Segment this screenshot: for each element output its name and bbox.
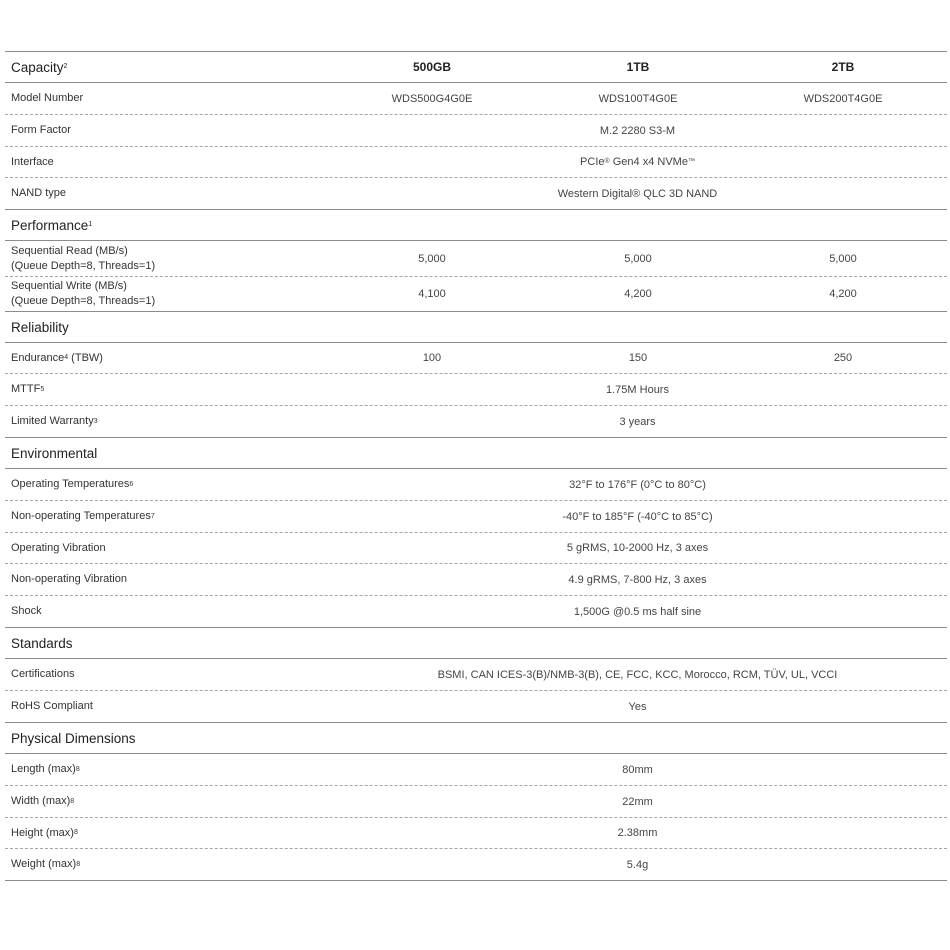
- interface-label: Interface: [11, 155, 54, 168]
- op-temp-label-text: Operating Temperatures: [11, 478, 130, 490]
- nonop-vibration-label: Non-operating Vibration: [11, 573, 127, 585]
- op-vibration-value: 5 gRMS, 10-2000 Hz, 3 axes: [566, 542, 709, 554]
- width-label: Width (max) 8: [11, 795, 75, 807]
- capacity-header-label: Capacity 2: [11, 59, 68, 75]
- weight-value: 5.4g: [626, 858, 649, 871]
- model-number-row: [5, 83, 947, 115]
- mttf-row: [5, 374, 947, 406]
- interface-value-b: Gen4 x4 NVMe: [609, 156, 688, 168]
- rohs-value: Yes: [628, 700, 647, 713]
- nonop-temp-label: Non-operating Temperatures 7: [11, 510, 155, 522]
- seq-read-label-line2: (Queue Depth=8, Threads=1): [11, 259, 156, 272]
- endurance-label-a: Endurance: [11, 351, 65, 364]
- seq-write-label-line1: Sequential Write (MB/s): [11, 280, 127, 292]
- endurance-1tb: 150: [628, 352, 648, 364]
- standards-title: Standards: [11, 635, 73, 651]
- height-row: [5, 818, 947, 849]
- length-label-text: Length (max): [11, 763, 76, 775]
- physical-title: Physical Dimensions: [11, 730, 136, 746]
- weight-label: Weight (max) 8: [11, 858, 81, 870]
- standards-section-header: [5, 628, 947, 659]
- certifications-value: BSMI, CAN ICES-3(B)/NMB-3(B), CE, FCC, KCC, Morocco, RCM, TÜV, UL, VCCI: [437, 668, 838, 681]
- length-label: Length (max) 8: [11, 763, 80, 775]
- capacity-header-row: [5, 51, 947, 83]
- reliability-section-header: [5, 312, 947, 343]
- width-label-text: Width (max): [11, 795, 71, 807]
- model-number-label: Model Number: [11, 92, 84, 104]
- column-2tb: 2TB: [831, 60, 855, 74]
- model-2tb: WDS200T4G0E: [803, 92, 883, 105]
- environmental-section-header: [5, 438, 947, 469]
- op-vibration-row: [5, 533, 947, 564]
- warranty-label: Limited Warranty 3: [11, 415, 98, 427]
- interface-value-a: PCIe: [580, 156, 605, 168]
- op-temp-row: [5, 469, 947, 501]
- nand-type-row: [5, 178, 947, 210]
- length-value: 80mm: [622, 763, 653, 776]
- certifications-label: Certifications: [11, 668, 75, 680]
- warranty-value: 3 years: [619, 415, 656, 428]
- rohs-row: [5, 691, 947, 723]
- performance-title: Performance 1: [11, 217, 93, 233]
- capacity-label-text: Capacity: [11, 59, 64, 75]
- mttf-label-text: MTTF: [11, 383, 41, 395]
- endurance-label: Endurance 4 (TBW): [11, 351, 103, 364]
- height-label-text: Height (max): [11, 826, 74, 839]
- certifications-row: [5, 659, 947, 691]
- performance-section-header: [5, 210, 947, 241]
- seq-write-label-line2: (Queue Depth=8, Threads=1): [11, 295, 156, 307]
- shock-row: [5, 596, 947, 628]
- weight-row: [5, 849, 947, 881]
- form-factor-row: [5, 115, 947, 147]
- nonop-temp-value: -40°F to 185°F (-40°C to 85°C): [562, 510, 713, 523]
- seq-write-1tb: 4,200: [624, 288, 652, 300]
- endurance-2tb: 250: [833, 352, 853, 364]
- column-500gb: 500GB: [412, 60, 452, 74]
- nonop-temp-label-text: Non-operating Temperatures: [11, 510, 151, 522]
- nonop-temp-row: [5, 501, 947, 533]
- nand-type-label: NAND type: [11, 187, 67, 199]
- model-1tb: WDS100T4G0E: [598, 92, 678, 105]
- shock-value: 1,500G @0.5 ms half sine: [573, 605, 702, 618]
- column-1tb: 1TB: [626, 60, 650, 74]
- form-factor-value: M.2 2280 S3-M: [599, 124, 676, 137]
- nand-type-value: Western Digital® QLC 3D NAND: [557, 187, 718, 200]
- reliability-title: Reliability: [11, 319, 69, 335]
- seq-read-label: [11, 241, 341, 276]
- op-temp-label: Operating Temperatures 6: [11, 478, 134, 490]
- seq-read-1tb: 5,000: [624, 252, 652, 265]
- nonop-vibration-value: 4.9 gRMS, 7-800 Hz, 3 axes: [568, 573, 707, 586]
- performance-title-text: Performance: [11, 217, 89, 233]
- interface-row: [5, 147, 947, 178]
- weight-label-text: Weight (max): [11, 858, 77, 870]
- rohs-label: RoHS Compliant: [11, 700, 93, 712]
- height-label: Height (max) 8: [11, 826, 78, 839]
- endurance-500gb: 100: [422, 352, 442, 364]
- seq-read-label-line1: Sequential Read (MB/s): [11, 244, 128, 257]
- mttf-value: 1.75M Hours: [606, 383, 669, 396]
- warranty-label-text: Limited Warranty: [11, 415, 94, 427]
- op-temp-value: 32°F to 176°F (0°C to 80°C): [569, 478, 706, 491]
- endurance-row: [5, 343, 947, 374]
- physical-section-header: [5, 723, 947, 754]
- endurance-label-b: (TBW): [68, 351, 103, 364]
- seq-write-2tb: 4,200: [829, 288, 857, 300]
- width-value: 22mm: [622, 795, 653, 808]
- form-factor-label: Form Factor: [11, 124, 71, 136]
- seq-read-500gb: 5,000: [418, 252, 446, 265]
- seq-write-row: [5, 277, 947, 312]
- mttf-label: MTTF 5: [11, 383, 45, 395]
- environmental-title: Environmental: [11, 445, 98, 461]
- seq-read-2tb: 5,000: [829, 252, 857, 265]
- seq-write-label: [11, 277, 341, 311]
- width-row: [5, 786, 947, 818]
- shock-label: Shock: [11, 605, 42, 617]
- interface-value: PCIe ® Gen4 x4 NVMe ™: [580, 156, 695, 168]
- spec-table: [5, 51, 947, 881]
- op-vibration-label: Operating Vibration: [11, 541, 106, 554]
- length-row: [5, 754, 947, 786]
- warranty-row: [5, 406, 947, 438]
- height-value: 2.38mm: [617, 827, 658, 839]
- model-500gb: WDS500G4G0E: [391, 92, 473, 105]
- seq-read-row: [5, 241, 947, 277]
- nonop-vibration-row: [5, 564, 947, 596]
- seq-write-500gb: 4,100: [418, 288, 446, 300]
